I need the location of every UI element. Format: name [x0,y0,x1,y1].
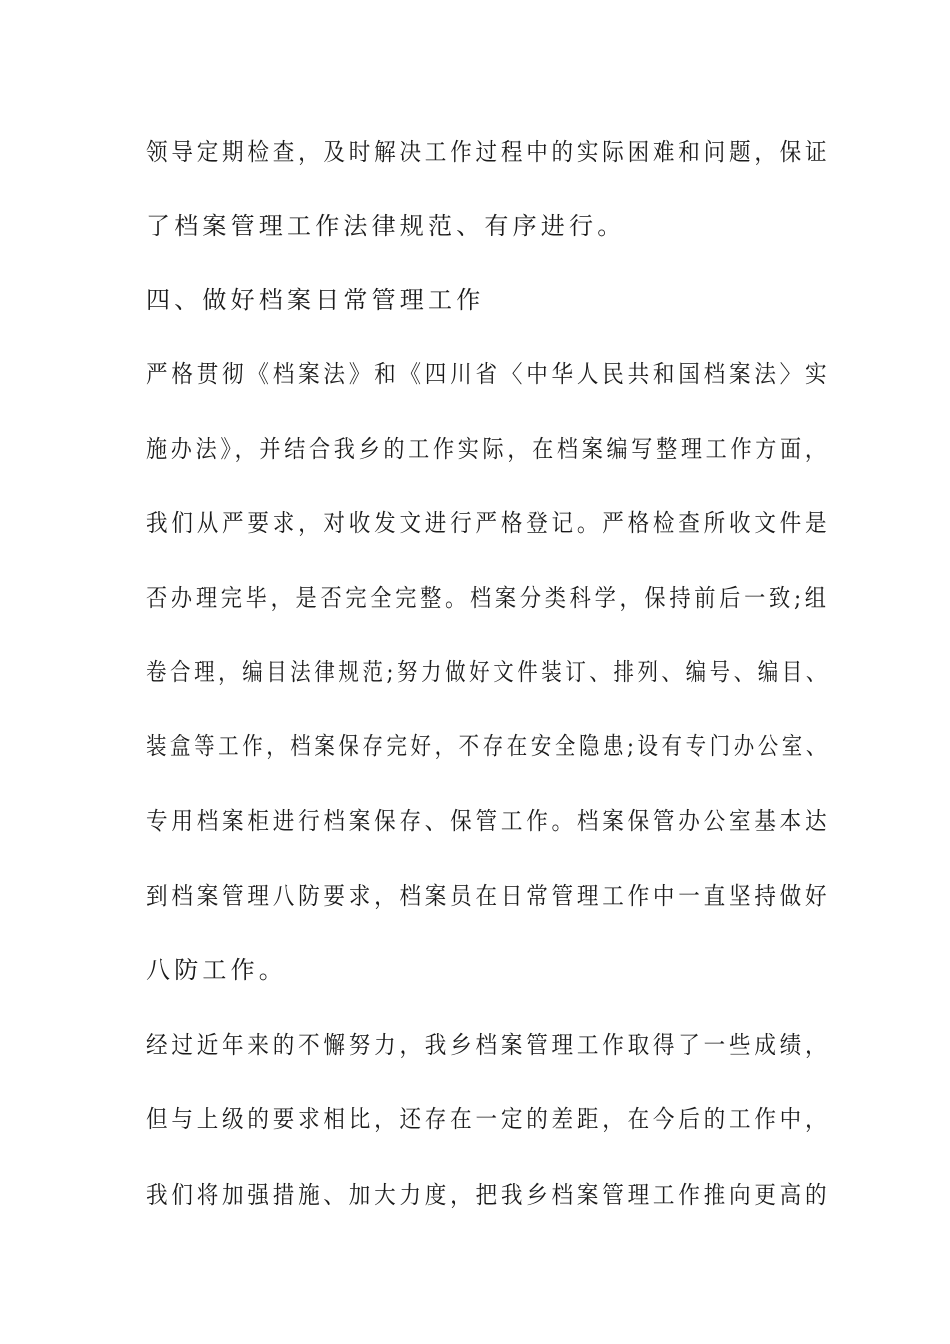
text-line: 八防工作。 [146,956,287,984]
text-line: 我们从严要求，对收发文进行严格登记。严格检查所收文件是 [146,509,831,537]
text-line: 严格贯彻《档案法》和《四川省〈中华人民共和国档案法〉实 [146,360,831,388]
text-line: 领导定期检查，及时解决工作过程中的实际困难和问题，保证 [146,138,831,166]
text-line: 施办法》，并结合我乡的工作实际，在档案编写整理工作方面， [146,435,830,463]
text-line: 专用档案柜进行档案保存、保管工作。档案保管办公室基本达 [146,807,831,835]
text-line: 卷合理，编目法律规范;努力做好文件装订、排列、编号、编目、 [146,658,830,686]
text-line: 但与上级的要求相比，还存在一定的差距，在今后的工作中， [146,1105,831,1133]
text-line: 到档案管理八防要求，档案员在日常管理工作中一直坚持做好 [146,882,831,910]
text-line: 否办理完毕，是否完全完整。档案分类科学，保持前后一致;组 [146,584,830,612]
section-heading: 四、做好档案日常管理工作 [146,286,485,314]
text-line: 经过近年来的不懈努力，我乡档案管理工作取得了一些成绩， [146,1031,831,1059]
text-line: 我们将加强措施、加大力度，把我乡档案管理工作推向更高的 [146,1181,831,1209]
text-line: 了档案管理工作法律规范、有序进行。 [146,212,626,240]
text-line: 装盒等工作，档案保存完好，不存在安全隐患;设有专门办公室、 [146,732,830,760]
